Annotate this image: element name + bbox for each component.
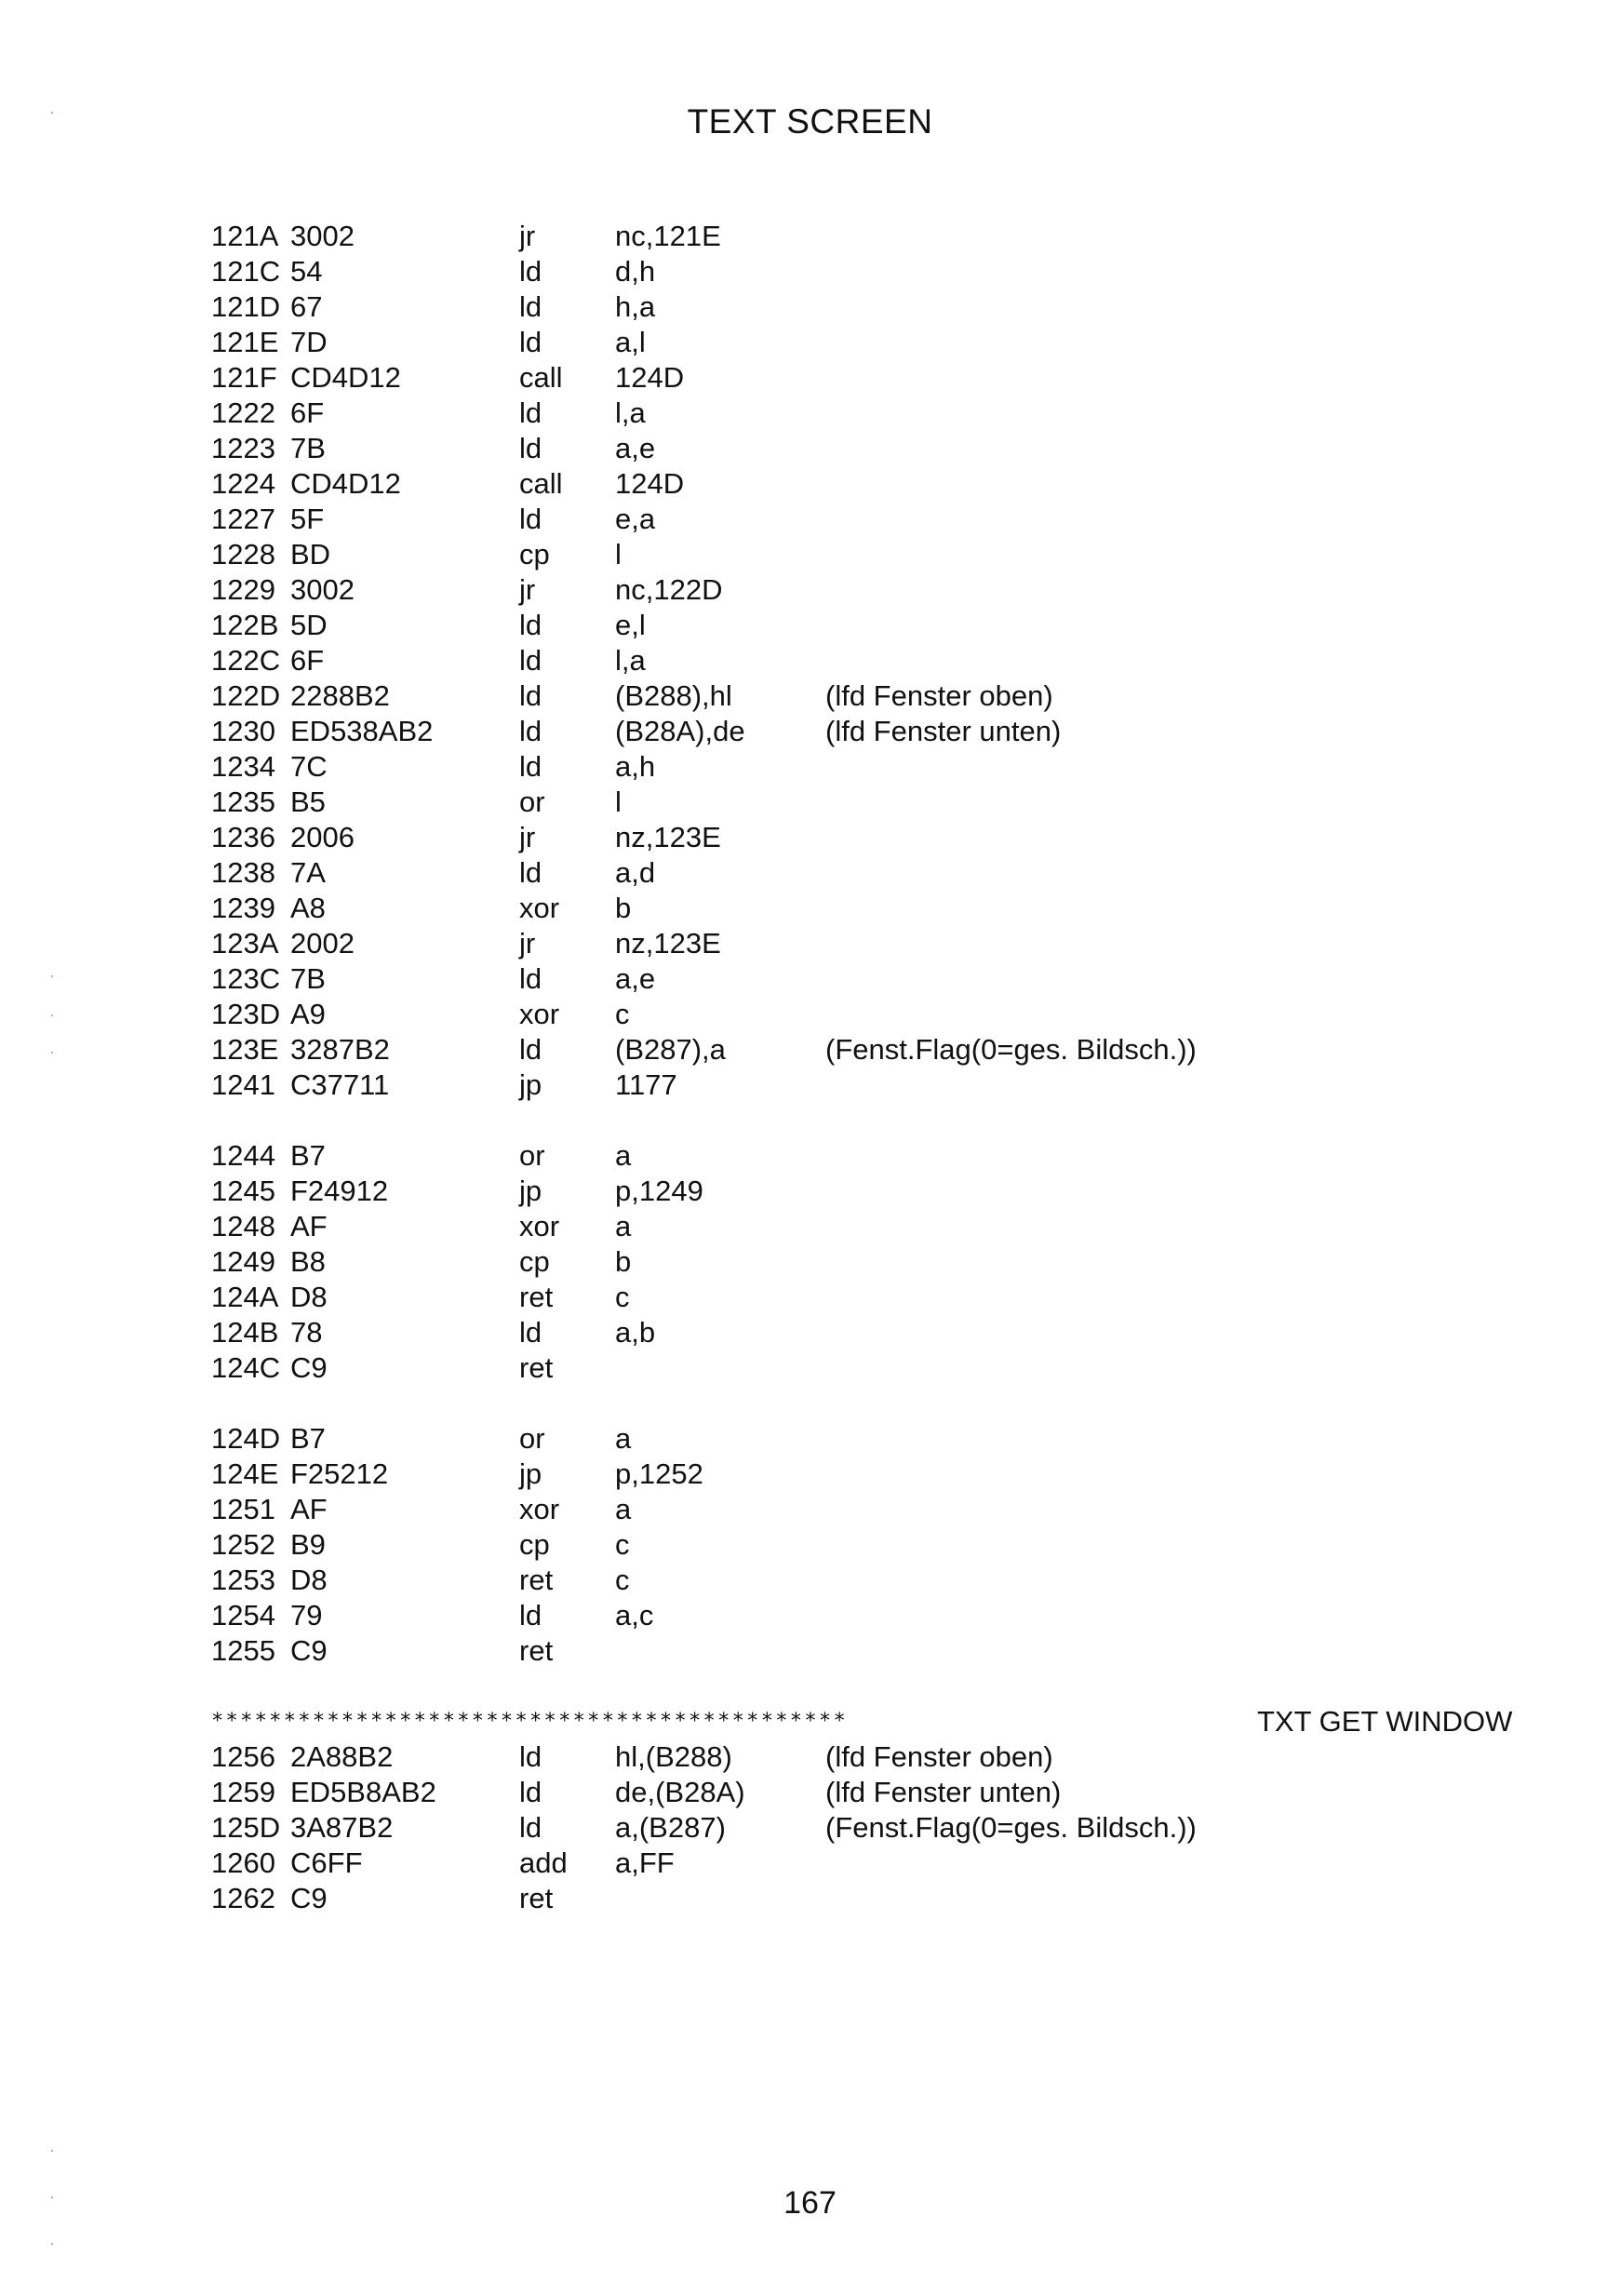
address: 121C <box>211 255 281 288</box>
mnemonic: jp <box>519 1175 542 1207</box>
address: 1262 <box>211 1882 275 1914</box>
hex-bytes: B5 <box>290 785 326 818</box>
address: 121D <box>211 290 281 323</box>
operand: a,l <box>615 326 646 358</box>
hex-bytes: C6FF <box>290 1846 363 1879</box>
address: 1227 <box>211 503 275 535</box>
operand: a,h <box>615 750 656 783</box>
mnemonic: ld <box>519 1033 542 1066</box>
operand: (B28A),de <box>615 715 745 747</box>
mnemonic: ld <box>519 503 542 535</box>
operand: c <box>615 1528 630 1561</box>
hex-bytes: F25212 <box>290 1457 389 1490</box>
hex-bytes: 3A87B2 <box>290 1811 394 1844</box>
address: 124B <box>211 1316 279 1349</box>
mnemonic: add <box>519 1846 568 1879</box>
mnemonic: ld <box>519 1811 542 1844</box>
hex-bytes: 6F <box>290 396 325 429</box>
section-label: TXT GET WINDOW <box>1257 1705 1513 1738</box>
scan-speck <box>51 2243 53 2245</box>
hex-bytes: 78 <box>290 1316 323 1349</box>
operand: c <box>615 1564 630 1596</box>
mnemonic: ret <box>519 1281 554 1313</box>
hex-bytes: C9 <box>290 1351 328 1384</box>
hex-bytes: B7 <box>290 1139 326 1172</box>
address: 124A <box>211 1281 279 1313</box>
address: 1236 <box>211 821 275 853</box>
mnemonic: or <box>519 1422 545 1455</box>
mnemonic: ld <box>519 856 542 889</box>
hex-bytes: D8 <box>290 1564 328 1596</box>
operand: nz,123E <box>615 821 721 853</box>
scan-speck <box>51 112 53 114</box>
address: 1254 <box>211 1599 275 1631</box>
operand: a,e <box>615 432 656 464</box>
operand: a,c <box>615 1599 654 1631</box>
operand: a,FF <box>615 1846 675 1879</box>
hex-bytes: 3002 <box>290 573 355 606</box>
hex-bytes: 79 <box>290 1599 323 1631</box>
comment: (lfd Fenster oben) <box>825 679 1053 712</box>
hex-bytes: 3287B2 <box>290 1033 390 1066</box>
address: 122C <box>211 644 281 677</box>
hex-bytes: 54 <box>290 255 323 288</box>
address: 1249 <box>211 1245 275 1278</box>
scan-speck <box>51 1052 53 1054</box>
address: 1228 <box>211 538 275 571</box>
address: 1222 <box>211 396 275 429</box>
operand: a <box>615 1210 632 1242</box>
address: 121A <box>211 220 279 252</box>
address: 122D <box>211 679 281 712</box>
address: 1255 <box>211 1634 275 1667</box>
operand: nz,123E <box>615 927 721 960</box>
mnemonic: xor <box>519 892 560 924</box>
hex-bytes: ED5B8AB2 <box>290 1776 436 1808</box>
hex-bytes: ED538AB2 <box>290 715 434 747</box>
mnemonic: xor <box>519 1493 560 1525</box>
mnemonic: ret <box>519 1882 554 1914</box>
mnemonic: or <box>519 1139 545 1172</box>
hex-bytes: A9 <box>290 998 326 1030</box>
hex-bytes: AF <box>290 1210 328 1242</box>
hex-bytes: 2288B2 <box>290 679 390 712</box>
address: 1235 <box>211 785 275 818</box>
mnemonic: ld <box>519 644 542 677</box>
mnemonic: ld <box>519 396 542 429</box>
mnemonic: ld <box>519 1740 542 1773</box>
mnemonic: jr <box>519 927 536 960</box>
mnemonic: ld <box>519 750 542 783</box>
hex-bytes: AF <box>290 1493 328 1525</box>
operand: l <box>615 785 622 818</box>
mnemonic: ret <box>519 1564 554 1596</box>
address: 1230 <box>211 715 275 747</box>
hex-bytes: 7D <box>290 326 328 358</box>
mnemonic: ret <box>519 1351 554 1384</box>
operand: a,e <box>615 962 656 995</box>
operand: (B288),hl <box>615 679 732 712</box>
mnemonic: call <box>519 361 563 394</box>
address: 1239 <box>211 892 275 924</box>
address: 123D <box>211 998 281 1030</box>
hex-bytes: A8 <box>290 892 326 924</box>
address: 1241 <box>211 1068 275 1101</box>
operand: a,(B287) <box>615 1811 726 1844</box>
mnemonic: jr <box>519 573 536 606</box>
operand: a <box>615 1493 632 1525</box>
comment: (Fenst.Flag(0=ges. Bildsch.)) <box>825 1033 1197 1066</box>
operand: a,d <box>615 856 656 889</box>
mnemonic: jr <box>519 821 536 853</box>
mnemonic: ld <box>519 1599 542 1631</box>
address: 1253 <box>211 1564 275 1596</box>
operand: a <box>615 1139 632 1172</box>
mnemonic: ld <box>519 962 542 995</box>
hex-bytes: 5D <box>290 609 328 641</box>
operand: h,a <box>615 290 656 323</box>
address: 1251 <box>211 1493 275 1525</box>
mnemonic: ld <box>519 1776 542 1808</box>
comment: (lfd Fenster unten) <box>825 715 1062 747</box>
hex-bytes: B9 <box>290 1528 326 1561</box>
address: 1244 <box>211 1139 275 1172</box>
address: 1252 <box>211 1528 275 1561</box>
operand: c <box>615 998 630 1030</box>
mnemonic: ld <box>519 1316 542 1349</box>
address: 123C <box>211 962 281 995</box>
hex-bytes: 7A <box>290 856 326 889</box>
address: 1245 <box>211 1175 275 1207</box>
hex-bytes: 67 <box>290 290 323 323</box>
operand: p,1252 <box>615 1457 703 1490</box>
address: 122B <box>211 609 279 641</box>
comment: (Fenst.Flag(0=ges. Bildsch.)) <box>825 1811 1197 1844</box>
mnemonic: jr <box>519 220 536 252</box>
mnemonic: cp <box>519 1528 550 1561</box>
operand: e,a <box>615 503 656 535</box>
mnemonic: call <box>519 467 563 500</box>
address: 1223 <box>211 432 275 464</box>
scan-speck <box>51 1014 53 1016</box>
hex-bytes: 7C <box>290 750 328 783</box>
operand: a <box>615 1422 632 1455</box>
operand: de,(B28A) <box>615 1776 745 1808</box>
address: 1238 <box>211 856 275 889</box>
mnemonic: ld <box>519 255 542 288</box>
operand: 124D <box>615 361 685 394</box>
operand: 1177 <box>615 1068 677 1101</box>
mnemonic: ld <box>519 679 542 712</box>
mnemonic: xor <box>519 1210 560 1242</box>
hex-bytes: CD4D12 <box>290 361 401 394</box>
operand: c <box>615 1281 630 1313</box>
asterisk-separator: ******************************************** <box>211 1710 848 1733</box>
mnemonic: cp <box>519 1245 550 1278</box>
mnemonic: jp <box>519 1068 542 1101</box>
operand: b <box>615 892 632 924</box>
hex-bytes: 2002 <box>290 927 355 960</box>
address: 124E <box>211 1457 279 1490</box>
hex-bytes: D8 <box>290 1281 328 1313</box>
mnemonic: ld <box>519 609 542 641</box>
mnemonic: ld <box>519 432 542 464</box>
address: 1248 <box>211 1210 275 1242</box>
page-title: TEXT SCREEN <box>687 102 933 141</box>
operand: (B287),a <box>615 1033 726 1066</box>
mnemonic: jp <box>519 1457 542 1490</box>
operand: nc,122D <box>615 573 723 606</box>
hex-bytes: 5F <box>290 503 325 535</box>
comment: (lfd Fenster oben) <box>825 1740 1053 1773</box>
scan-speck <box>51 975 53 977</box>
page-number: 167 <box>783 2185 837 2221</box>
hex-bytes: 2006 <box>290 821 355 853</box>
mnemonic: ret <box>519 1634 554 1667</box>
address: 123A <box>211 927 279 960</box>
mnemonic: ld <box>519 326 542 358</box>
operand: p,1249 <box>615 1175 703 1207</box>
operand: l,a <box>615 644 646 677</box>
address: 1229 <box>211 573 275 606</box>
hex-bytes: C9 <box>290 1882 328 1914</box>
address: 121E <box>211 326 279 358</box>
mnemonic: ld <box>519 290 542 323</box>
mnemonic: or <box>519 785 545 818</box>
address: 1234 <box>211 750 275 783</box>
operand: l <box>615 538 622 571</box>
hex-bytes: CD4D12 <box>290 467 401 500</box>
comment: (lfd Fenster unten) <box>825 1776 1062 1808</box>
operand: d,h <box>615 255 656 288</box>
scan-speck <box>51 2150 53 2152</box>
hex-bytes: BD <box>290 538 331 571</box>
address: 124C <box>211 1351 281 1384</box>
address: 1224 <box>211 467 275 500</box>
address: 125D <box>211 1811 281 1844</box>
operand: 124D <box>615 467 685 500</box>
hex-bytes: 6F <box>290 644 325 677</box>
address: 123E <box>211 1033 279 1066</box>
hex-bytes: 3002 <box>290 220 355 252</box>
operand: hl,(B288) <box>615 1740 732 1773</box>
operand: e,l <box>615 609 646 641</box>
operand: a,b <box>615 1316 656 1349</box>
hex-bytes: B7 <box>290 1422 326 1455</box>
hex-bytes: 7B <box>290 962 326 995</box>
address: 124D <box>211 1422 281 1455</box>
operand: b <box>615 1245 632 1278</box>
mnemonic: cp <box>519 538 550 571</box>
hex-bytes: C9 <box>290 1634 328 1667</box>
hex-bytes: 7B <box>290 432 326 464</box>
mnemonic: xor <box>519 998 560 1030</box>
operand: nc,121E <box>615 220 721 252</box>
hex-bytes: C37711 <box>290 1068 390 1101</box>
scan-speck <box>51 2196 53 2198</box>
address: 1259 <box>211 1776 275 1808</box>
hex-bytes: B8 <box>290 1245 326 1278</box>
address: 121F <box>211 361 277 394</box>
hex-bytes: 2A88B2 <box>290 1740 394 1773</box>
mnemonic: ld <box>519 715 542 747</box>
hex-bytes: F24912 <box>290 1175 389 1207</box>
operand: l,a <box>615 396 646 429</box>
address: 1260 <box>211 1846 275 1879</box>
address: 1256 <box>211 1740 275 1773</box>
